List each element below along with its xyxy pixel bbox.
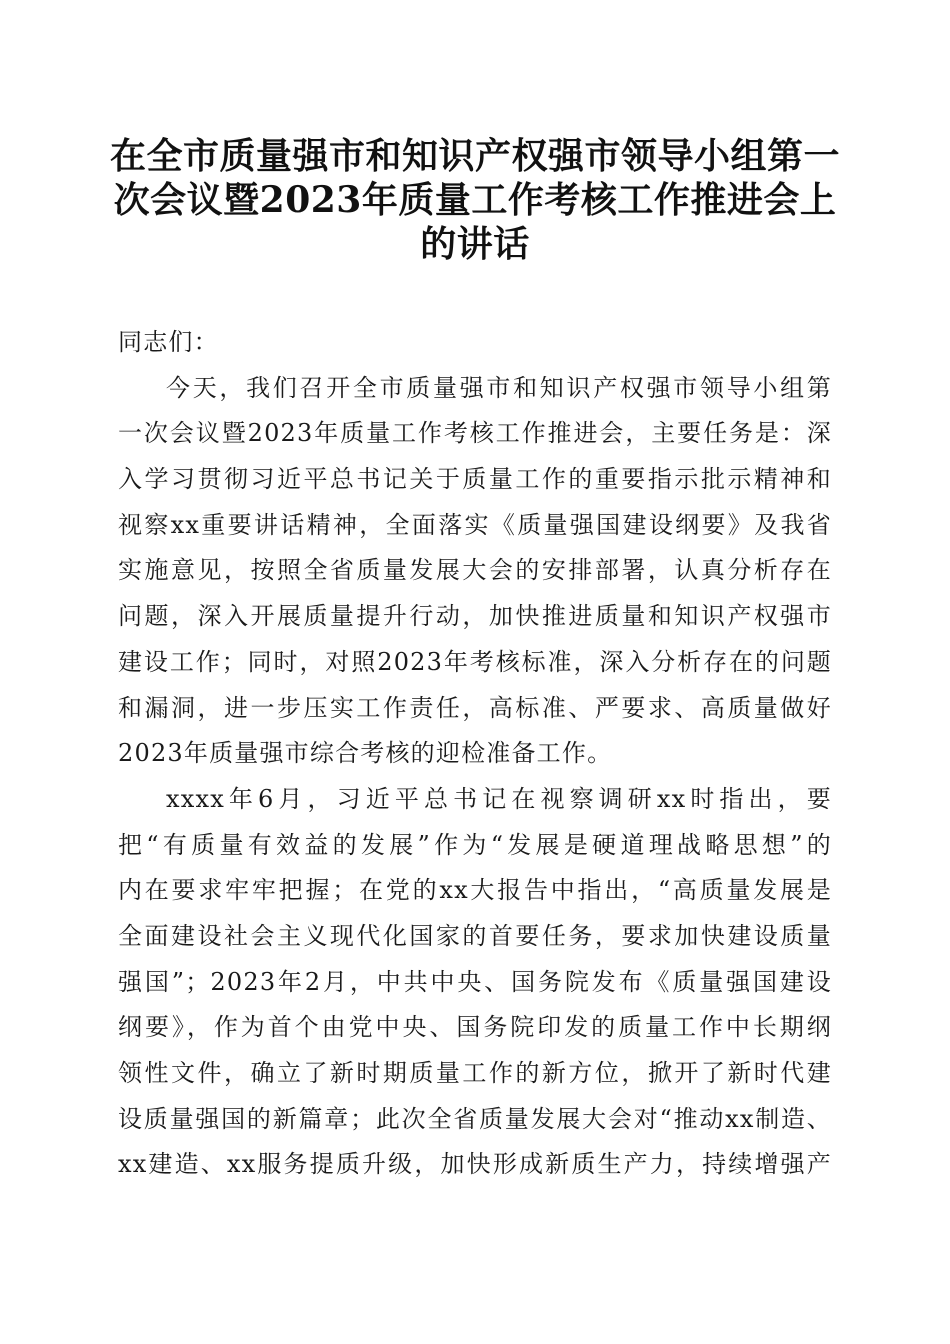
paragraph-2-line: 领性文件，确立了新时期质量工作的新方位，掀开了新时代建 — [118, 1059, 832, 1087]
paragraph-1-line: 一次会议暨2023年质量工作考核工作推进会，主要任务是：深 — [118, 419, 832, 448]
paragraph-1-line: 2023年质量强市综合考核的迎检准备工作。 — [118, 739, 613, 768]
paragraph-2 — [118, 777, 832, 1188]
paragraph-2-line: 纲要》，作为首个由党中央、国务院印发的质量工作中长期纲 — [118, 1013, 832, 1042]
paragraph-2-line: 设质量强国的新篇章；此次全省质量发展大会对“推动xx制造、 — [118, 1104, 832, 1133]
document-title — [110, 134, 840, 266]
paragraph-1-line: 入学习贯彻习近平总书记关于质量工作的重要指示批示精神和 — [118, 465, 832, 494]
title-line-3: 的讲话 — [420, 223, 530, 265]
paragraph-1-line: 和漏洞，进一步压实工作责任，高标准、严要求、高质量做好 — [118, 693, 832, 722]
title-line-2: 次会议暨2023年质量工作考核工作推进会上 — [113, 179, 837, 221]
paragraph-1-line: 视察xx重要讲话精神，全面落实《质量强国建设纲要》及我省 — [118, 510, 832, 539]
paragraph-2-line: 内在要求牢牢把握；在党的xx大报告中指出，“高质量发展是 — [118, 876, 832, 905]
paragraph-2-line: 强国”；2023年2月，中共中央、国务院发布《质量强国建设 — [118, 967, 832, 996]
paragraph-1 — [118, 366, 832, 777]
paragraph-2-line: xxxx年6月，习近平总书记在视察调研xx时指出，要 — [166, 784, 832, 813]
paragraph-1-line: 问题，深入开展质量提升行动，加快推进质量和知识产权强市 — [118, 602, 832, 631]
salutation: 同志们： — [118, 328, 219, 356]
paragraph-2-line: 全面建设社会主义现代化国家的首要任务，要求加快建设质量 — [118, 921, 832, 950]
document-body — [118, 320, 832, 1188]
paragraph-1-line: 今天，我们召开全市质量强市和知识产权强市领导小组第 — [166, 373, 832, 402]
paragraph-2-line: xx建造、xx服务提质升级，加快形成新质生产力，持续增强产 — [118, 1150, 832, 1179]
paragraph-1-line: 实施意见，按照全省质量发展大会的安排部署，认真分析存在 — [118, 556, 832, 585]
paragraph-2-line: 把“有质量有效益的发展”作为“发展是硬道理战略思想”的 — [118, 830, 832, 859]
paragraph-1-line: 建设工作；同时，对照2023年考核标准，深入分析存在的问题 — [118, 647, 832, 676]
title-line-1: 在全市质量强市和知识产权强市领导小组第一 — [110, 135, 841, 177]
